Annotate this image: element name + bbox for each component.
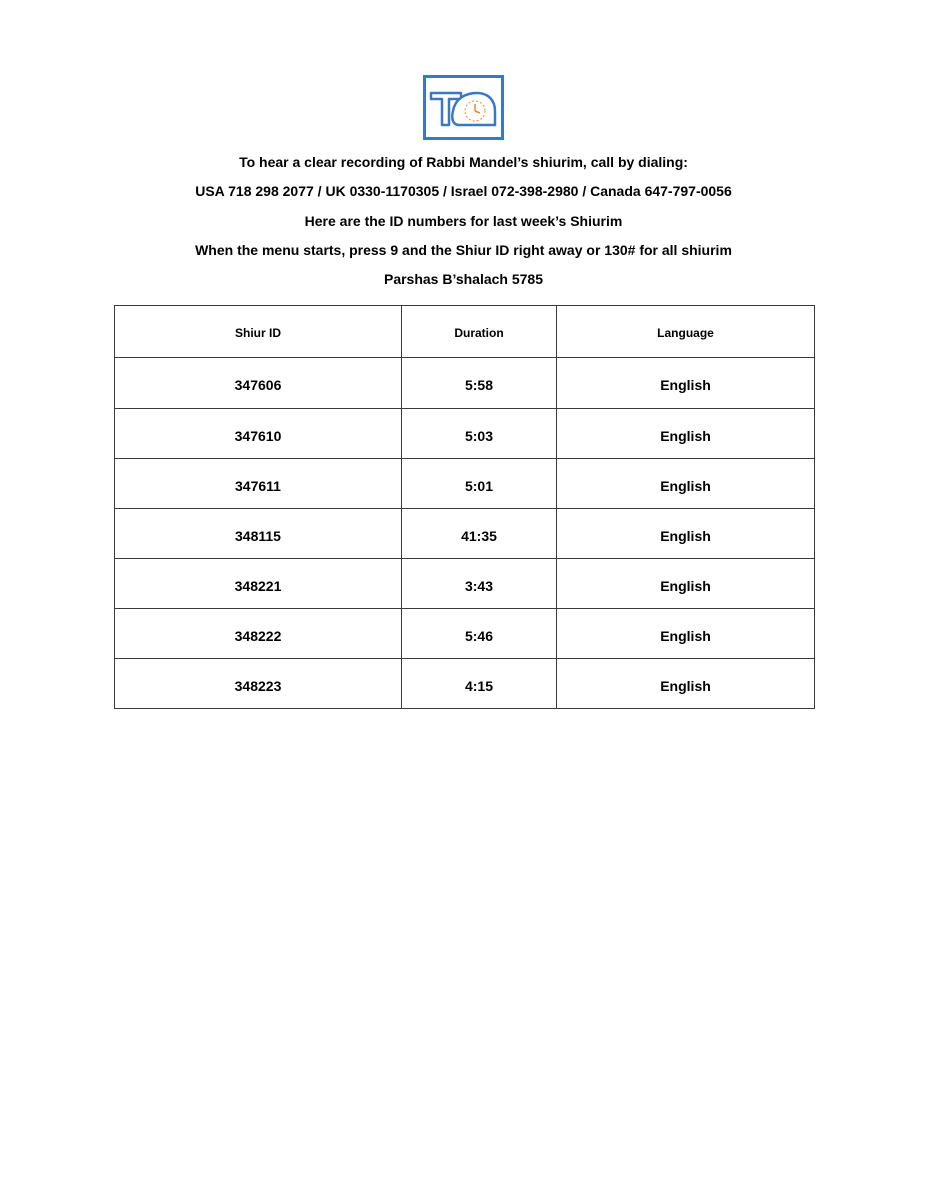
shiur-table: [114, 305, 815, 709]
column-header-shiur-id: Shiur ID: [115, 306, 402, 358]
intro-text: To hear a clear recording of Rabbi Mandel’s shiurim, call by dialing:: [239, 154, 688, 170]
table-row: [115, 609, 815, 659]
language-cell: English: [557, 509, 815, 559]
language-cell: English: [557, 609, 815, 659]
column-header-duration: Duration: [402, 306, 557, 358]
duration-cell: 5:46: [402, 609, 557, 659]
duration-cell: 41:35: [402, 509, 557, 559]
duration-cell: 3:43: [402, 559, 557, 609]
duration-cell: 5:01: [402, 459, 557, 509]
table-row: [115, 409, 815, 459]
shiur-id-cell: 348223: [115, 659, 402, 709]
table-header-row: [115, 306, 815, 358]
language-cell: English: [557, 409, 815, 459]
table-row: [115, 358, 815, 409]
shiur-id-cell: 348222: [115, 609, 402, 659]
parsha-title: Parshas B’shalach 5785: [383, 271, 544, 287]
language-cell: English: [557, 659, 815, 709]
duration-cell: 4:15: [402, 659, 557, 709]
table-row: [115, 559, 815, 609]
shiur-id-cell: 348115: [115, 509, 402, 559]
shiur-id-cell: 348221: [115, 559, 402, 609]
language-cell: English: [557, 459, 815, 509]
duration-cell: 5:58: [402, 358, 557, 409]
ta-clock-logo-icon: [423, 75, 504, 140]
shiur-id-cell: 347611: [115, 459, 402, 509]
table-row: [115, 509, 815, 559]
phone-numbers: USA 718 298 2077 / UK 0330-1170305 / Israel 072-398-2980 / Canada 647-797-0056: [195, 183, 732, 199]
duration-cell: 5:03: [402, 409, 557, 459]
column-header-language: Language: [557, 306, 815, 358]
language-cell: English: [557, 358, 815, 409]
language-cell: English: [557, 559, 815, 609]
table-row: [115, 659, 815, 709]
table-row: [115, 459, 815, 509]
shiur-id-cell: 347610: [115, 409, 402, 459]
menu-instructions: When the menu starts, press 9 and the Shiur ID right away or 130# for all shiurim: [195, 242, 732, 258]
id-intro-text: Here are the ID numbers for last week’s Shiurim: [304, 213, 623, 229]
shiur-id-cell: 347606: [115, 358, 402, 409]
